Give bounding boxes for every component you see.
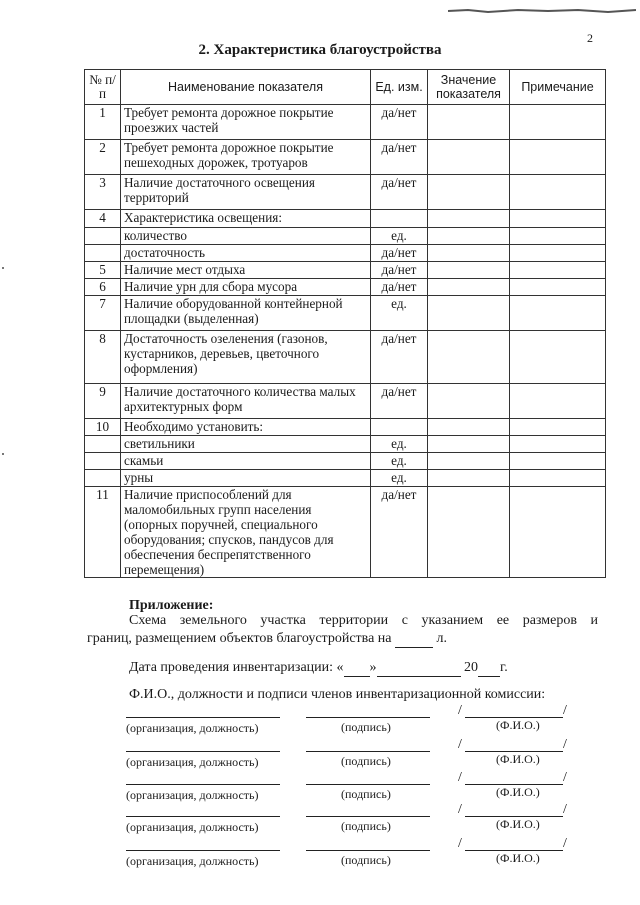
row-num: 9 — [85, 384, 121, 419]
row-note-cell[interactable] — [510, 470, 606, 487]
header-num: № п/п — [85, 70, 121, 105]
signature-line[interactable] — [306, 751, 430, 752]
date-month-field[interactable] — [377, 660, 461, 677]
table-row — [85, 140, 606, 175]
section-title: 2. Характеристика благоустройства — [198, 42, 442, 58]
table-row — [85, 228, 606, 245]
fio-caption: (Ф.И.О.) — [496, 817, 540, 831]
row-num: 7 — [85, 296, 121, 331]
fio-slash-right: / — [563, 802, 567, 817]
row-note-cell[interactable] — [510, 228, 606, 245]
row-name: Наличие оборудованной контейнерной площадки (выделенная) — [121, 296, 371, 331]
signature-line[interactable] — [306, 784, 430, 785]
table-row — [85, 419, 606, 436]
row-unit: да/нет — [371, 384, 428, 419]
signature-caption: (подпись) — [341, 787, 391, 801]
row-name: количество — [121, 228, 371, 245]
row-num: 4 — [85, 210, 121, 228]
org-position-caption: (организация, должность) — [126, 721, 259, 735]
row-name: Требует ремонта дорожное покрытие проезжих частей — [121, 105, 371, 140]
scan-artifact — [448, 8, 636, 14]
header-unit: Ед. изм. — [371, 70, 428, 105]
appendix-title: Приложение: — [129, 598, 214, 613]
row-unit: да/нет — [371, 105, 428, 140]
table-row — [85, 384, 606, 419]
table-row — [85, 487, 606, 578]
row-value-cell[interactable] — [428, 279, 510, 296]
fio-slash-left: / — [458, 737, 462, 752]
table-row — [85, 296, 606, 331]
inventory-date-line — [129, 660, 508, 677]
sheets-count-field[interactable] — [395, 631, 433, 648]
row-value-cell[interactable] — [428, 262, 510, 279]
row-num: 1 — [85, 105, 121, 140]
date-suffix: г. — [500, 660, 508, 675]
fio-slash-left: / — [458, 802, 462, 817]
fio-slash-left: / — [458, 703, 462, 718]
table-row — [85, 453, 606, 470]
table-row — [85, 262, 606, 279]
row-unit — [371, 419, 428, 436]
row-note-cell[interactable] — [510, 262, 606, 279]
row-value-cell[interactable] — [428, 384, 510, 419]
commission-heading: Ф.И.О., должности и подписи членов инвентаризационной комиссии: — [129, 687, 546, 702]
row-unit: да/нет — [371, 245, 428, 262]
scheme-text: границ, размещением объектов благоустройства на — [87, 631, 392, 646]
fio-slash-left: / — [458, 770, 462, 785]
row-unit: да/нет — [371, 262, 428, 279]
row-num — [85, 228, 121, 245]
characteristics-table — [84, 69, 606, 578]
table-row — [85, 175, 606, 210]
row-unit: да/нет — [371, 140, 428, 175]
row-name: Необходимо установить: — [121, 419, 371, 436]
date-prefix: Дата проведения инвентаризации: « — [129, 660, 344, 675]
row-note-cell[interactable] — [510, 453, 606, 470]
org-position-line[interactable] — [126, 816, 280, 817]
fio-caption: (Ф.И.О.) — [496, 785, 540, 799]
table-header-row — [85, 70, 606, 105]
date-year-field[interactable] — [478, 660, 500, 677]
row-value-cell[interactable] — [428, 105, 510, 140]
header-value: Значение показателя — [428, 70, 510, 105]
row-num — [85, 453, 121, 470]
org-position-caption: (организация, должность) — [126, 755, 259, 769]
row-note-cell[interactable] — [510, 175, 606, 210]
date-mid: » — [369, 660, 377, 675]
row-note-cell[interactable] — [510, 140, 606, 175]
signature-line[interactable] — [306, 816, 430, 817]
signature-line[interactable] — [306, 717, 430, 718]
row-note-cell[interactable] — [510, 384, 606, 419]
row-name: Характеристика освещения: — [121, 210, 371, 228]
row-note-cell[interactable] — [510, 279, 606, 296]
org-position-line[interactable] — [126, 850, 280, 851]
row-note-cell[interactable] — [510, 487, 606, 578]
row-num — [85, 436, 121, 453]
date-day-field[interactable] — [344, 660, 370, 677]
row-value-cell[interactable] — [428, 487, 510, 578]
fio-slash-right: / — [563, 703, 567, 718]
table-row — [85, 436, 606, 453]
row-num: 11 — [85, 487, 121, 578]
appendix-scheme-line2 — [87, 631, 447, 648]
row-name: Достаточность озеленения (газонов, кустарников, деревьев, цветочного оформления) — [121, 331, 371, 384]
row-name: Наличие урн для сбора мусора — [121, 279, 371, 296]
org-position-line[interactable] — [126, 751, 280, 752]
date-year: 20 — [464, 660, 479, 675]
row-value-cell[interactable] — [428, 470, 510, 487]
margin-mark — [2, 453, 4, 455]
row-note-cell[interactable] — [510, 331, 606, 384]
row-unit: ед. — [371, 228, 428, 245]
table-row — [85, 331, 606, 384]
signature-caption: (подпись) — [341, 754, 391, 768]
row-num: 6 — [85, 279, 121, 296]
fio-caption: (Ф.И.О.) — [496, 752, 540, 766]
row-unit: да/нет — [371, 279, 428, 296]
row-num: 10 — [85, 419, 121, 436]
page-number: 2 — [587, 31, 593, 45]
sheets-suffix: л. — [436, 631, 447, 646]
signature-caption: (подпись) — [341, 853, 391, 867]
org-position-line[interactable] — [126, 784, 280, 785]
row-value-cell[interactable] — [428, 296, 510, 331]
table-row — [85, 470, 606, 487]
row-value-cell[interactable] — [428, 245, 510, 262]
row-value-cell[interactable] — [428, 175, 510, 210]
fio-slash-left: / — [458, 836, 462, 851]
row-note-cell[interactable] — [510, 210, 606, 228]
row-unit: ед. — [371, 470, 428, 487]
fio-slash-right: / — [563, 770, 567, 785]
table-row — [85, 279, 606, 296]
row-value-cell[interactable] — [428, 331, 510, 384]
row-unit: да/нет — [371, 487, 428, 578]
header-name: Наименование показателя — [121, 70, 371, 105]
row-name: Наличие приспособлений для маломобильных групп населения (опорных поручней, специального оборудования; спусков, пандусов для обеспечения беспрепятственного перемещения) — [121, 487, 371, 578]
row-name: Наличие мест отдыха — [121, 262, 371, 279]
org-position-caption: (организация, должность) — [126, 788, 259, 802]
row-value-cell[interactable] — [428, 436, 510, 453]
row-value-cell[interactable] — [428, 210, 510, 228]
table-row — [85, 105, 606, 140]
header-note: Примечание — [510, 70, 606, 105]
row-name: Наличие достаточного освещения территорий — [121, 175, 371, 210]
row-value-cell[interactable] — [428, 228, 510, 245]
appendix-scheme-line1: Схема земельного участка территории с указанием ее размеров и — [129, 613, 598, 628]
row-num — [85, 245, 121, 262]
fio-caption: (Ф.И.О.) — [496, 718, 540, 732]
org-position-caption: (организация, должность) — [126, 854, 259, 868]
row-note-cell[interactable] — [510, 419, 606, 436]
row-value-cell[interactable] — [428, 453, 510, 470]
row-num: 5 — [85, 262, 121, 279]
row-unit: ед. — [371, 453, 428, 470]
row-num: 3 — [85, 175, 121, 210]
row-unit: да/нет — [371, 331, 428, 384]
row-unit: ед. — [371, 296, 428, 331]
row-value-cell[interactable] — [428, 419, 510, 436]
org-position-caption: (организация, должность) — [126, 820, 259, 834]
row-unit: ед. — [371, 436, 428, 453]
row-note-cell[interactable] — [510, 105, 606, 140]
row-name: Наличие достаточного количества малых архитектурных форм — [121, 384, 371, 419]
margin-mark — [2, 267, 4, 269]
row-name: Требует ремонта дорожное покрытие пешеходных дорожек, тротуаров — [121, 140, 371, 175]
row-unit — [371, 210, 428, 228]
signature-caption: (подпись) — [341, 720, 391, 734]
row-name: скамьи — [121, 453, 371, 470]
signature-caption: (подпись) — [341, 819, 391, 833]
row-note-cell[interactable] — [510, 245, 606, 262]
row-num — [85, 470, 121, 487]
table-row — [85, 210, 606, 228]
row-name: светильники — [121, 436, 371, 453]
fio-slash-right: / — [563, 737, 567, 752]
table-row — [85, 245, 606, 262]
row-note-cell[interactable] — [510, 296, 606, 331]
row-num: 2 — [85, 140, 121, 175]
row-unit: да/нет — [371, 175, 428, 210]
row-num: 8 — [85, 331, 121, 384]
signature-line[interactable] — [306, 850, 430, 851]
fio-slash-right: / — [563, 836, 567, 851]
fio-caption: (Ф.И.О.) — [496, 851, 540, 865]
row-name: достаточность — [121, 245, 371, 262]
org-position-line[interactable] — [126, 717, 280, 718]
row-name: урны — [121, 470, 371, 487]
row-value-cell[interactable] — [428, 140, 510, 175]
row-note-cell[interactable] — [510, 436, 606, 453]
